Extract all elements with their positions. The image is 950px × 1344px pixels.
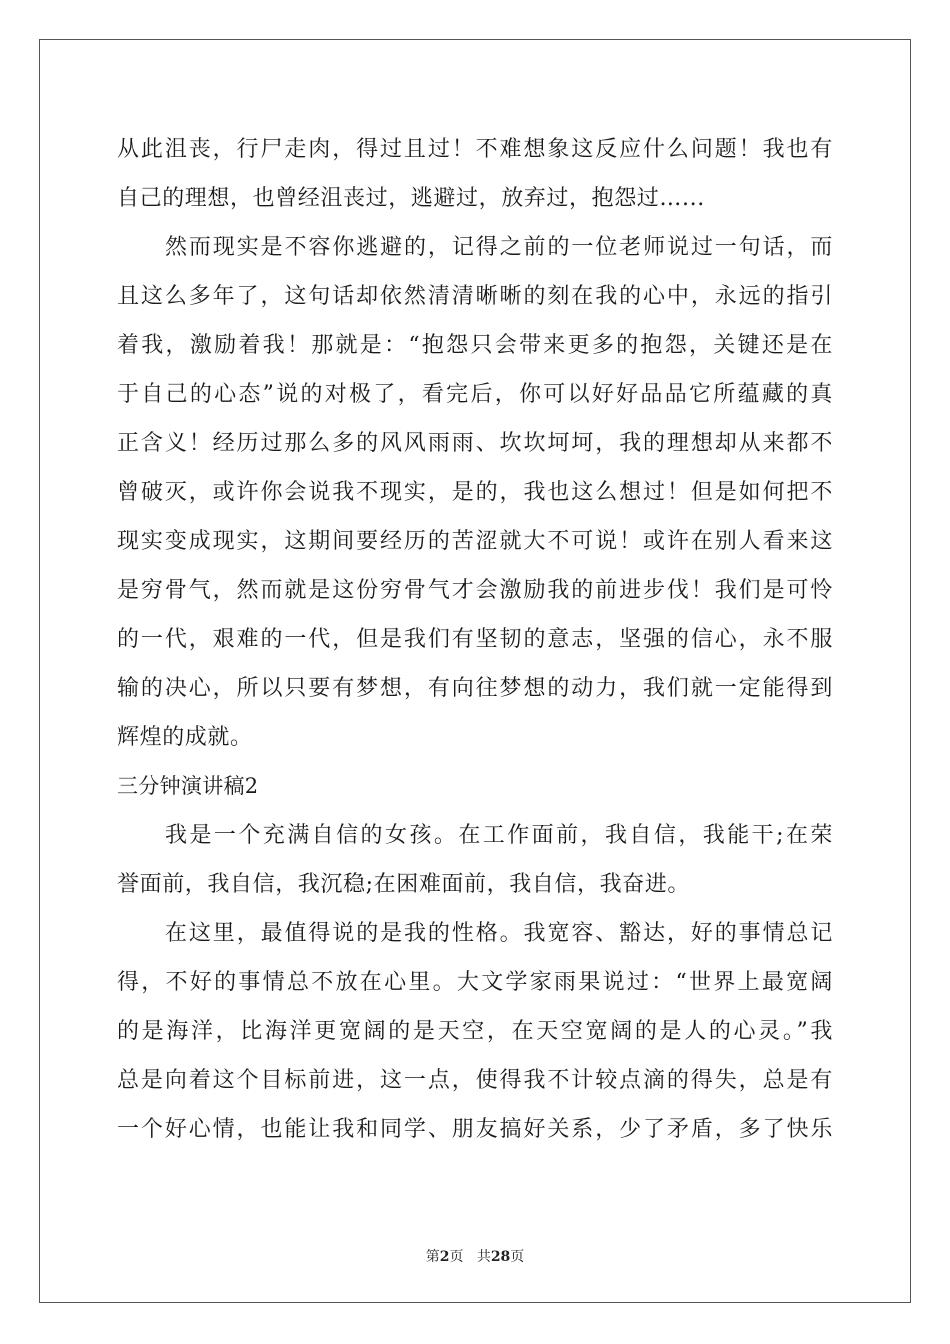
text-line: 得，不好的事情总不放在心里。大文学家雨果说过：“世界上最宽阔 (117, 970, 833, 995)
total-pages: 28 (490, 1249, 511, 1265)
text-line: 现实变成现实，这期间要经历的苦涩就大不可说！或许在别人看来这 (117, 529, 833, 554)
page-footer (0, 1246, 950, 1266)
text-line: 曾破灭，或许你会说我不现实，是的，我也这么想过！但是如何把不 (117, 480, 833, 505)
text-line: 正含义！经历过那么多的风风雨雨、坎坎坷坷，我的理想却从来都不 (117, 431, 833, 456)
text-line: 的一代，艰难的一代，但是我们有坚韧的意志，坚强的信心，永不服 (117, 627, 833, 652)
page-suffix: 页 (449, 1249, 464, 1265)
total-suffix: 页 (510, 1249, 525, 1265)
paragraph-first-line: 在这里，最值得说的是我的性格。我宽容、豁达，好的事情总记 (165, 921, 833, 946)
section-heading: 三分钟演讲稿2 (117, 774, 259, 798)
text-line: 且这么多年了，这句话却依然清清晰晰的刻在我的心中，永远的指引 (117, 284, 833, 309)
text-line: 一个好心情，也能让我和同学、朋友搞好关系，少了矛盾，多了快乐 (117, 1117, 833, 1142)
text-line: 自己的理想，也曾经沮丧过，逃避过，放弃过，抱怨过…... (117, 186, 705, 211)
text-line: 是穷骨气，然而就是这份穷骨气才会激励我的前进步伐！我们是可怜 (117, 578, 833, 603)
document-body (117, 125, 833, 1154)
text-line: 从此沮丧，行尸走肉，得过且过！不难想象这反应什么问题！我也有 (117, 137, 833, 162)
text-line: 誉面前，我自信，我沉稳;在困难面前，我自信，我奋进。 (117, 872, 691, 897)
page-prefix: 第 (425, 1249, 440, 1265)
page-number: 2 (439, 1249, 450, 1265)
text-line: 着我，激励着我！那就是：“抱怨只会带来更多的抱怨，关键还是在 (117, 333, 833, 358)
paragraph-first-line: 然而现实是不容你逃避的，记得之前的一位老师说过一句话，而 (165, 235, 833, 260)
text-line: 输的决心，所以只要有梦想，有向往梦想的动力，我们就一定能得到 (117, 676, 833, 701)
text-line: 的是海洋，比海洋更宽阔的是天空，在天空宽阔的是人的心灵。”我 (117, 1019, 833, 1044)
text-line: 辉煌的成就。 (117, 725, 253, 750)
text-line: 总是向着这个目标前进，这一点，使得我不计较点滴的得失，总是有 (117, 1068, 833, 1093)
paragraph-first-line: 我是一个充满自信的女孩。在工作面前，我自信，我能干;在荣 (165, 823, 833, 848)
total-prefix: 共 (476, 1249, 491, 1265)
text-line: 于自己的心态”说的对极了，看完后，你可以好好品品它所蕴藏的真 (117, 382, 833, 407)
